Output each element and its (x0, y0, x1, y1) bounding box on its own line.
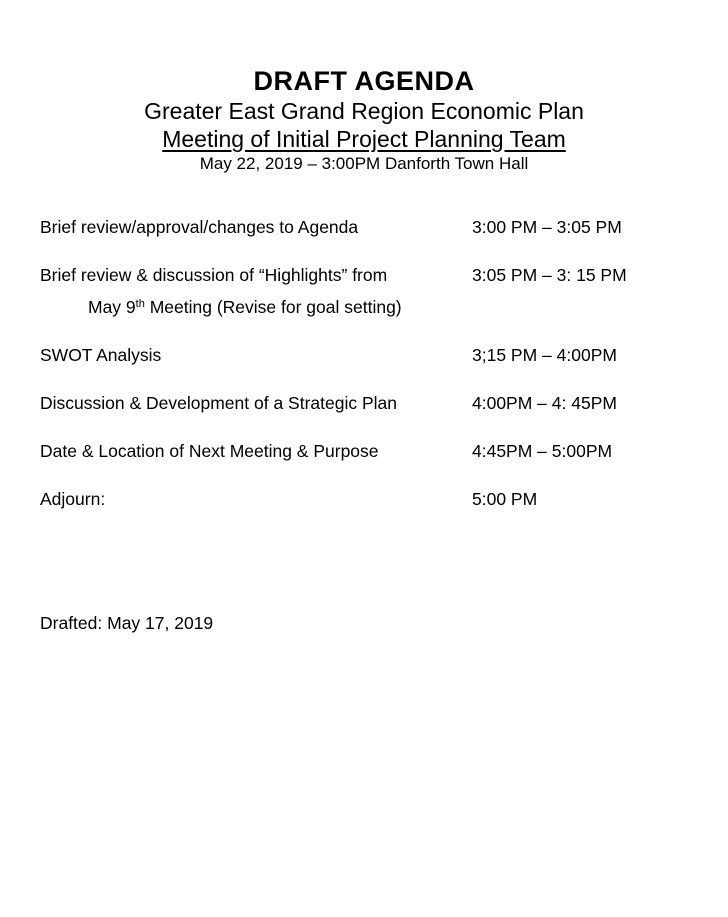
plan-name: Greater East Grand Region Economic Plan (144, 98, 584, 124)
agenda-item-text: Brief review & discussion of “Highlights” from (40, 265, 388, 285)
agenda-time: 4:00PM – 4: 45PM (472, 393, 617, 413)
agenda-item-continuation (40, 295, 402, 319)
meeting-name (0, 125, 728, 153)
document-title: DRAFT AGENDA (253, 66, 475, 96)
meeting-name-text: Meeting of Initial Project Planning Team (162, 126, 566, 152)
agenda-item: Brief review/approval/changes to Agenda (40, 217, 359, 237)
agenda-item-cont-pre: May 9 (88, 297, 136, 317)
agenda-row (40, 261, 690, 341)
drafted-date: Drafted: May 17, 2019 (40, 613, 214, 633)
agenda-list (40, 213, 690, 533)
meeting-date-location: May 22, 2019 – 3:00PM Danforth Town Hall (199, 154, 529, 173)
agenda-row (40, 341, 690, 389)
agenda-item: Date & Location of Next Meeting & Purpose (40, 441, 379, 461)
agenda-item: Discussion & Development of a Strategic Plan (40, 393, 397, 413)
agenda-header (0, 64, 728, 175)
agenda-item: Adjourn: (40, 489, 106, 509)
agenda-time: 4:45PM – 5:00PM (472, 441, 613, 461)
ordinal-suffix: th (135, 298, 145, 310)
agenda-time: 3;15 PM – 4:00PM (472, 345, 617, 365)
agenda-row (40, 213, 690, 261)
agenda-row (40, 437, 690, 485)
agenda-time: 5:00 PM (472, 489, 538, 509)
agenda-row (40, 485, 690, 533)
agenda-item (40, 263, 402, 319)
agenda-time: 3:00 PM – 3:05 PM (472, 217, 622, 237)
agenda-item: SWOT Analysis (40, 345, 162, 365)
agenda-time: 3:05 PM – 3: 15 PM (472, 265, 627, 285)
agenda-item-cont-post: Meeting (Revise for goal setting) (144, 297, 402, 317)
agenda-row (40, 389, 690, 437)
